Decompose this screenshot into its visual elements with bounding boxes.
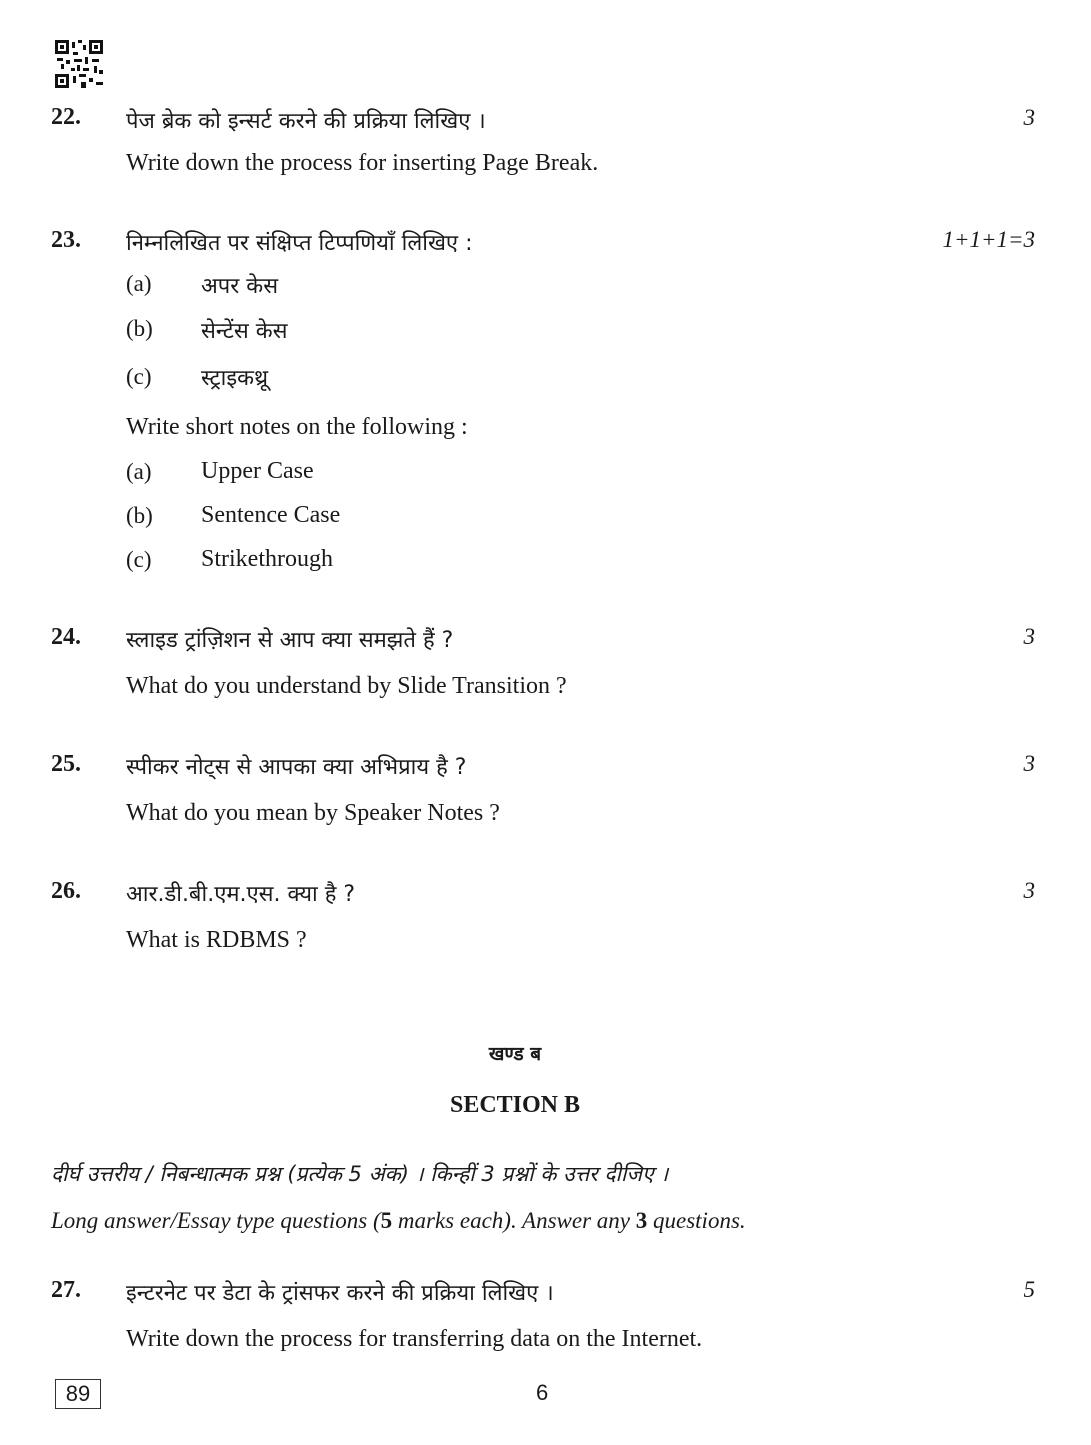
question-number: 24. — [51, 624, 81, 650]
question-marks: 5 — [1023, 1277, 1035, 1302]
question-marks: 3 — [1023, 751, 1035, 776]
option-label: (c) — [126, 547, 152, 572]
question-text-english: Write down the process for transferring data on the Internet. — [126, 1326, 703, 1352]
section-title-english: SECTION B — [449, 1092, 581, 1118]
question-number: 27. — [51, 1277, 81, 1303]
section-title-hindi: खण्ड ब — [488, 1043, 542, 1065]
option-label: (c) — [126, 364, 152, 389]
option-text-hindi: सेन्टेंस केस — [201, 319, 288, 344]
option-text-hindi: स्ट्राइकथ्रू — [201, 366, 269, 391]
question-text-hindi: इन्टरनेट पर डेटा के ट्रांसफर करने की प्रक्रिया लिखिए । — [126, 1281, 554, 1306]
paper-code-box: 89 — [55, 1379, 101, 1409]
question-text-hindi: निम्नलिखित पर संक्षिप्त टिप्पणियाँ लिखिए : — [126, 231, 473, 256]
question-number: 22. — [51, 104, 81, 130]
question-text-english: Write short notes on the following : — [126, 414, 468, 440]
question-text-english: What do you mean by Speaker Notes ? — [126, 800, 500, 826]
option-label: (b) — [126, 316, 153, 341]
section-instructions-hindi: दीर्घ उत्तरीय / निबन्धात्मक प्रश्न (प्रत्येक 5 अंक) । किन्हीं 3 प्रश्नों के उत्तर दीजिए । — [51, 1162, 669, 1186]
question-text-hindi: आर.डी.बी.एम.एस. क्या है ? — [126, 882, 356, 907]
question-text-english: Write down the process for inserting Page Break. — [126, 150, 599, 176]
option-label: (b) — [126, 503, 153, 528]
option-label: (a) — [126, 271, 152, 296]
option-text-hindi: अपर केस — [201, 274, 279, 299]
question-text-hindi: स्लाइड ट्रांज़िशन से आप क्या समझते हैं ? — [126, 628, 454, 653]
section-instructions-english: Long answer/Essay type questions (5 marks each). Answer any 3 questions. — [51, 1208, 746, 1233]
qr-code-icon — [55, 40, 103, 88]
option-text-english: Upper Case — [201, 458, 314, 484]
question-text-english: What do you understand by Slide Transition ? — [126, 673, 567, 699]
page-number: 6 — [536, 1380, 549, 1405]
option-label: (a) — [126, 459, 152, 484]
question-text-hindi: पेज ब्रेक को इन्सर्ट करने की प्रक्रिया लिखिए । — [126, 109, 486, 134]
question-text-hindi: स्पीकर नोट्स से आपका क्या अभिप्राय है ? — [126, 755, 467, 780]
question-number: 23. — [51, 227, 81, 253]
question-number: 25. — [51, 751, 81, 777]
question-marks: 1+1+1=3 — [942, 227, 1035, 252]
option-text-english: Strikethrough — [201, 546, 333, 572]
question-marks: 3 — [1023, 624, 1035, 649]
question-marks: 3 — [1023, 105, 1035, 130]
question-marks: 3 — [1023, 878, 1035, 903]
question-number: 26. — [51, 878, 81, 904]
question-text-english: What is RDBMS ? — [126, 927, 307, 953]
option-text-english: Sentence Case — [201, 502, 341, 528]
